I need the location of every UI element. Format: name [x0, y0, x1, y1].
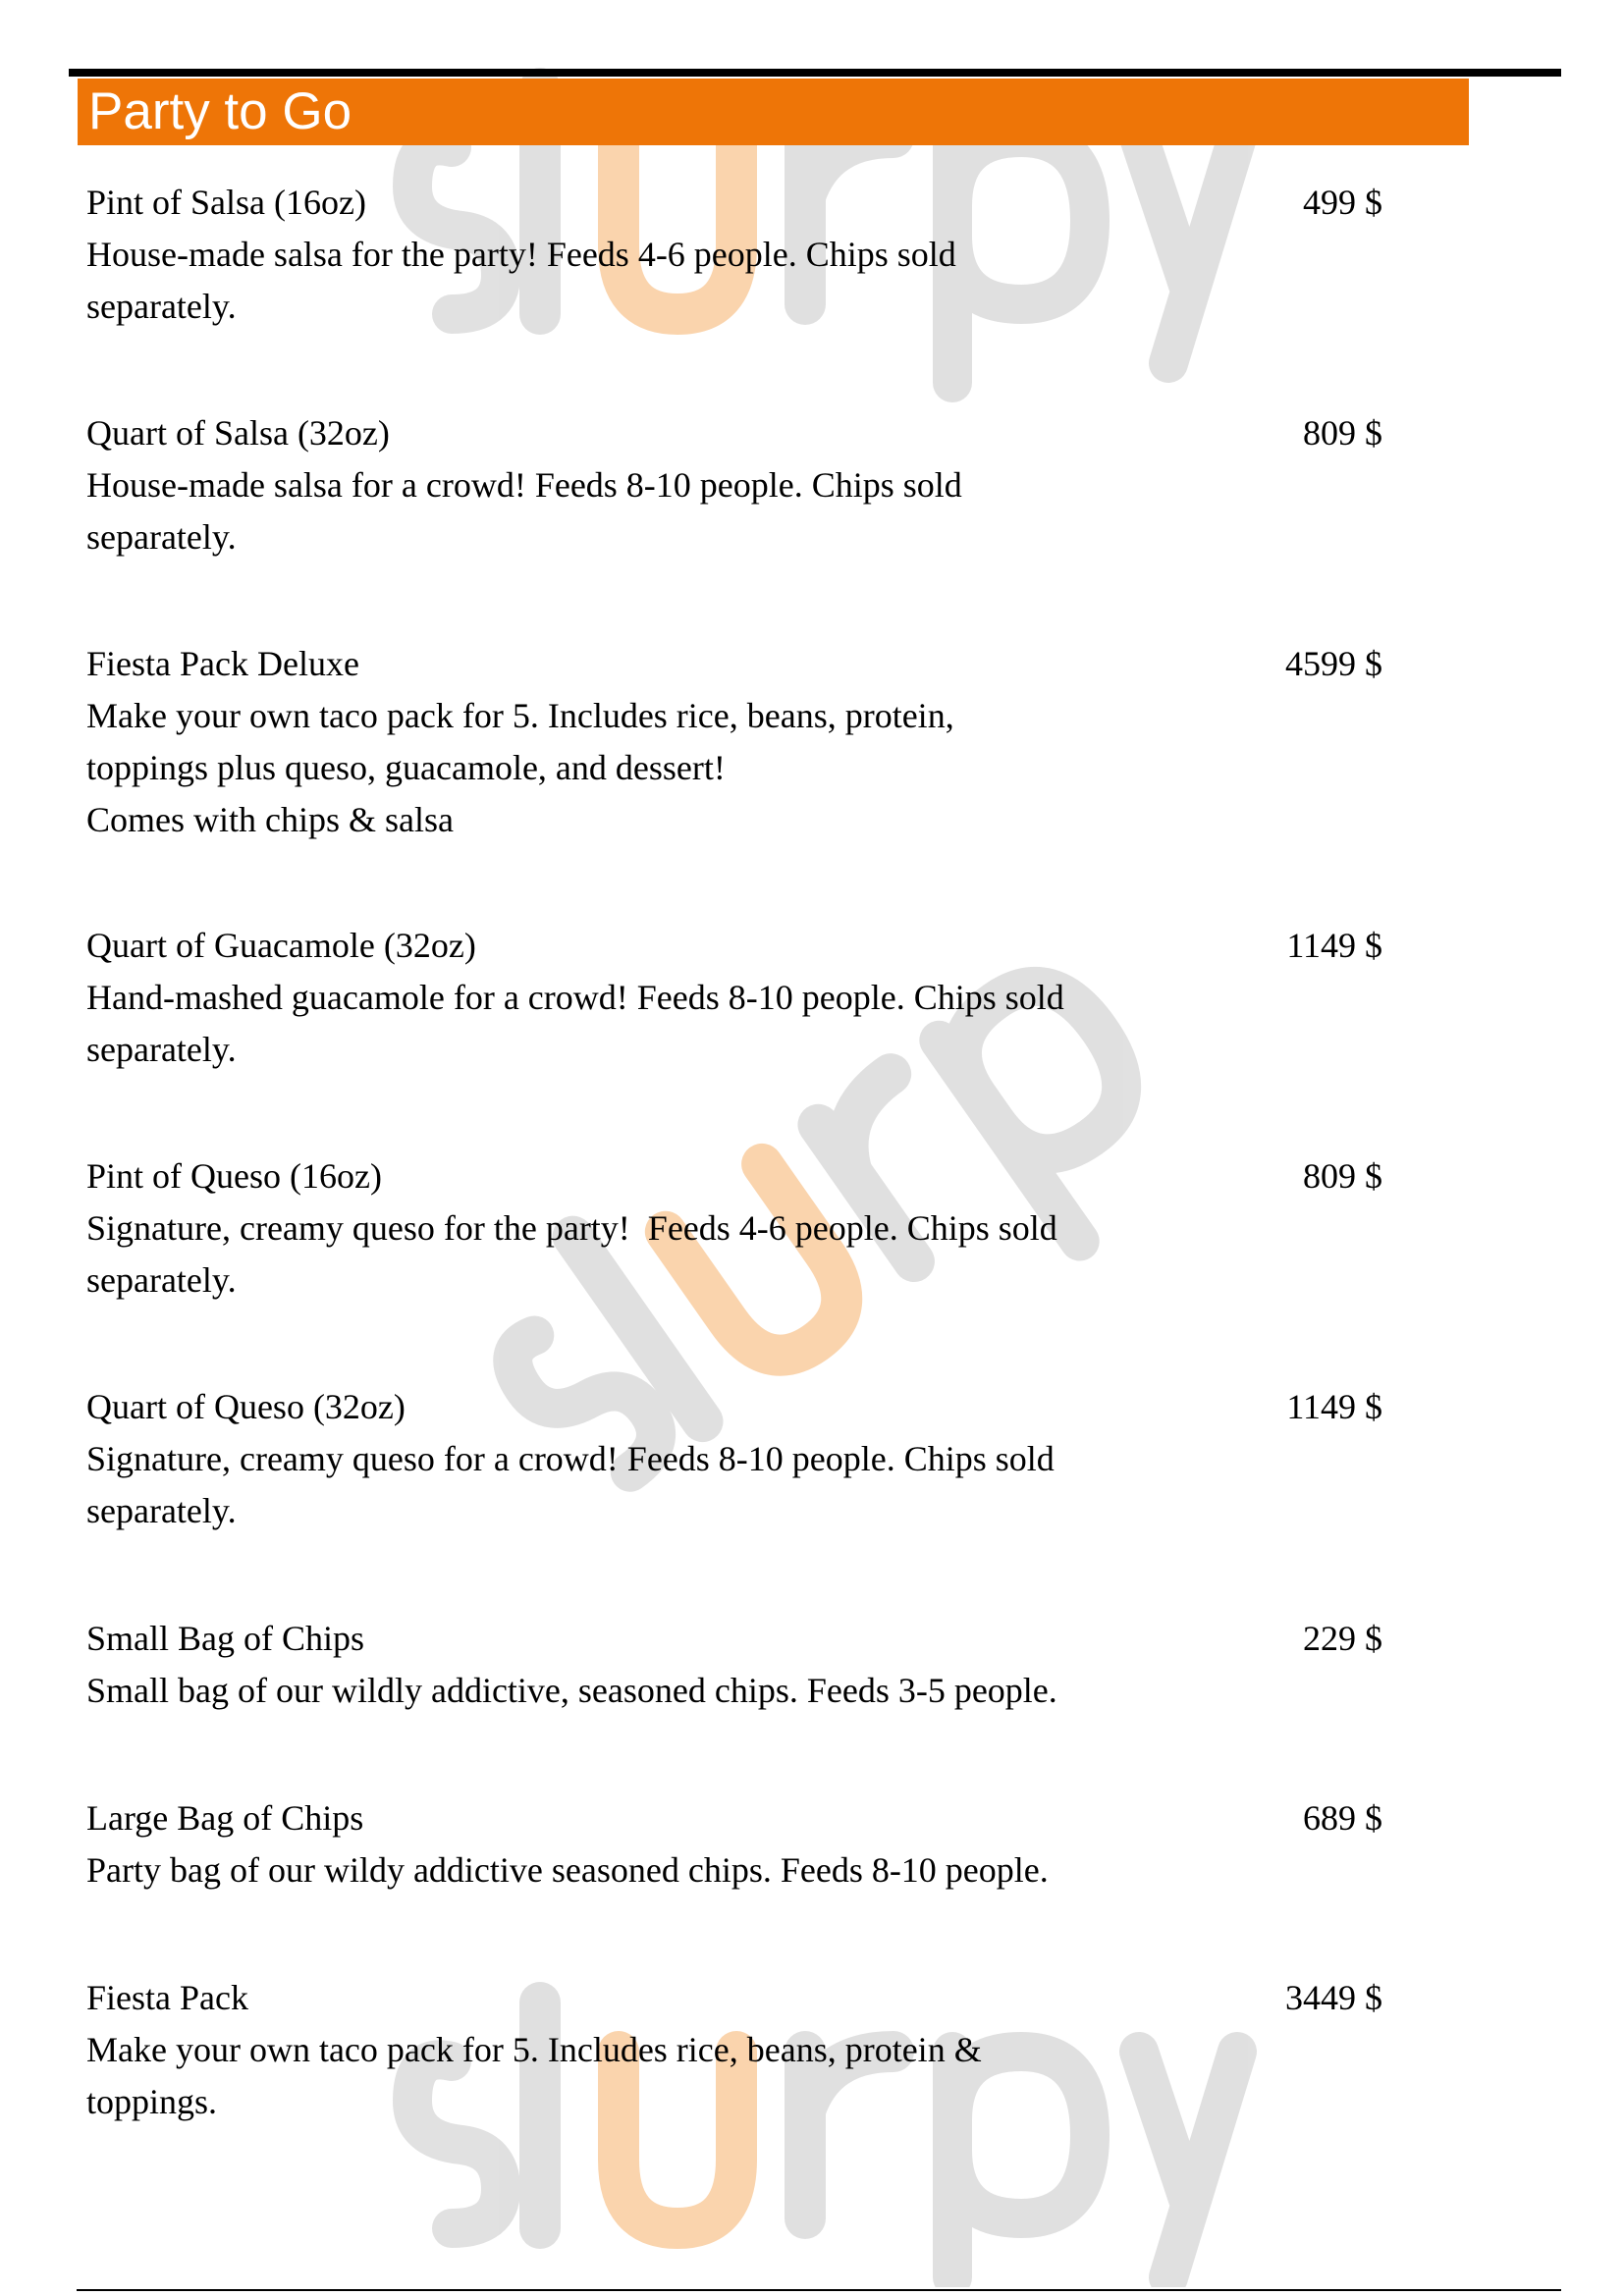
item-description-line: toppings plus queso, guacamole, and dessert! [86, 748, 726, 787]
top-divider [69, 69, 1561, 77]
item-description-line: separately. [86, 287, 237, 326]
item-name: Quart of Salsa (32oz) [86, 413, 390, 453]
item-name: Pint of Salsa (16oz) [86, 183, 366, 222]
item-description-line: Hand-mashed guacamole for a crowd! Feeds 8-10 people. Chips sold [86, 978, 1064, 1017]
menu-item [86, 1150, 1382, 1307]
bottom-divider [77, 2289, 1561, 2291]
menu-item [86, 1972, 1382, 2128]
item-price: 809 $ [1303, 413, 1382, 453]
item-description-line: Make your own taco pack for 5. Includes rice, beans, protein, [86, 696, 954, 735]
item-price: 1149 $ [1286, 926, 1382, 965]
item-description-line: House-made salsa for a crowd! Feeds 8-10 people. Chips sold [86, 465, 962, 505]
item-description-line: separately. [86, 1260, 237, 1300]
item-description-line: Small bag of our wildly addictive, seasoned chips. Feeds 3-5 people. [86, 1671, 1057, 1710]
menu-item [86, 1381, 1382, 1537]
item-name: Fiesta Pack Deluxe [86, 644, 359, 683]
menu-item [86, 177, 1382, 333]
item-description-line: separately. [86, 1030, 237, 1069]
menu-item [86, 920, 1382, 1076]
item-description-line: Make your own taco pack for 5. Includes rice, beans, protein & [86, 2030, 982, 2069]
item-name: Small Bag of Chips [86, 1619, 365, 1658]
item-description-line: Signature, creamy queso for a crowd! Feeds 8-10 people. Chips sold [86, 1439, 1055, 1478]
menu-item [86, 1792, 1382, 1896]
item-price: 689 $ [1303, 1798, 1382, 1838]
item-name: Large Bag of Chips [86, 1798, 364, 1838]
item-name: Quart of Guacamole (32oz) [86, 926, 476, 965]
item-description-line: House-made salsa for the party! Feeds 4-6 people. Chips sold [86, 235, 956, 274]
item-price: 4599 $ [1285, 644, 1382, 683]
item-name: Quart of Queso (32oz) [86, 1387, 406, 1426]
item-price: 1149 $ [1286, 1387, 1382, 1426]
item-price: 499 $ [1303, 183, 1382, 222]
item-description-line: toppings. [86, 2082, 218, 2121]
section-header [78, 79, 1469, 145]
item-description-line: Signature, creamy queso for the party! Feeds 4-6 people. Chips sold [86, 1208, 1057, 1248]
section-title: Party to Go [88, 82, 352, 140]
item-description-line: separately. [86, 517, 237, 557]
menu-item [86, 407, 1382, 563]
item-description-line: separately. [86, 1491, 237, 1530]
item-price: 229 $ [1303, 1619, 1382, 1658]
item-price: 809 $ [1303, 1156, 1382, 1196]
item-price: 3449 $ [1285, 1978, 1382, 2017]
item-description-line: Comes with chips & salsa [86, 800, 454, 839]
item-name: Fiesta Pack [86, 1978, 248, 2017]
item-description-line: Party bag of our wildy addictive seasoned chips. Feeds 8-10 people. [86, 1850, 1049, 1890]
item-name: Pint of Queso (16oz) [86, 1156, 382, 1196]
menu-item [86, 1613, 1382, 1717]
menu-item [86, 638, 1382, 846]
